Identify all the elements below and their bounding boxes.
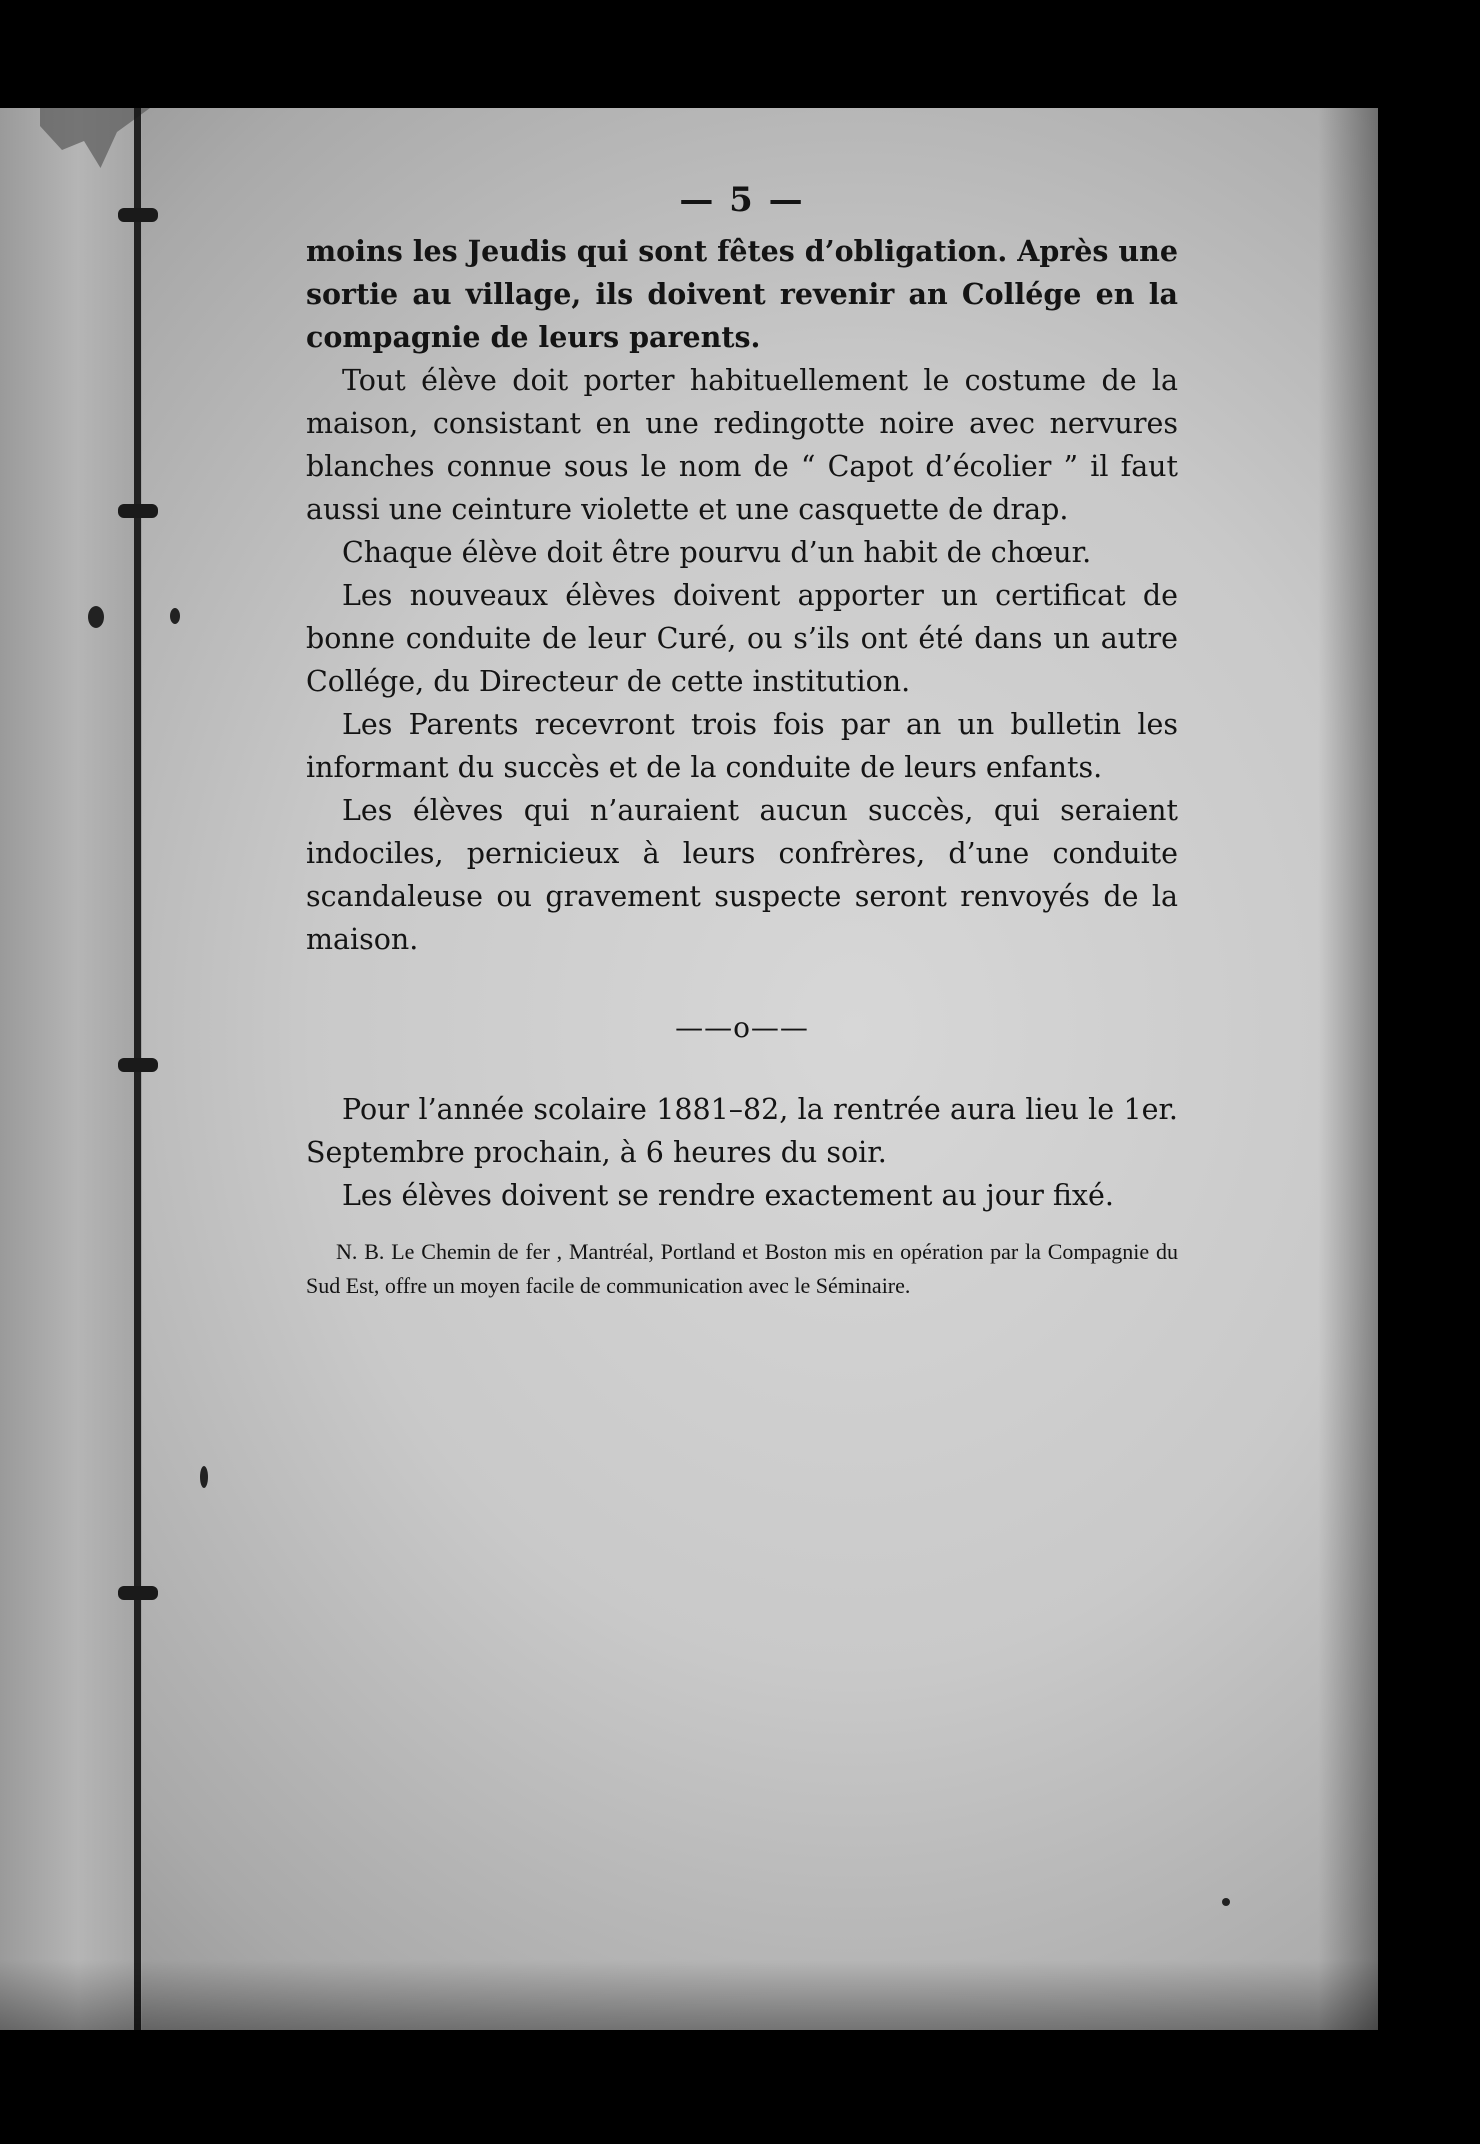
paragraph-certificat: Les nouveaux élèves doivent apporter un certificat de bonne conduite de leur Curé, ou s’ils ont été dans un autre Collége, du Directeur de cette institution. (306, 579, 1178, 698)
binding-stitch (118, 504, 158, 518)
paragraph-costume: Tout élève doit porter habituellement le costume de la maison, consistant en une redingotte noire avec nervures blanches connue sous le nom de “ Capot d’écolier ” il faut aussi une ceinture violette et une casquette de drap. (306, 364, 1178, 526)
ink-speck (88, 606, 104, 628)
paragraph-renvoi: Les élèves qui n’auraient aucun succès, qui seraient indociles, pernicieux à leurs confrères, d’une conduite scandaleuse ou gravement suspecte seront renvoyés de la maison. (306, 794, 1178, 956)
paragraph-exactitude: Les élèves doivent se rendre exactement au jour fixé. (342, 1179, 1114, 1212)
paragraph-bulletin: Les Parents recevront trois fois par an un bulletin les informant du succès et de la conduite de leurs enfants. (306, 708, 1178, 784)
right-edge-shadow (1318, 108, 1378, 2030)
binding-stitch (118, 208, 158, 222)
ink-speck (200, 1466, 208, 1488)
paragraph-rentree: Pour l’année scolaire 1881–82, la rentrée aura lieu le 1er. Septembre prochain, à 6 heures du soir. (306, 1093, 1178, 1169)
binding-stitch (118, 1586, 158, 1600)
page-text (306, 180, 1178, 1303)
paragraph-habit-choeur: Chaque élève doit être pourvu d’un habit de chœur. (342, 536, 1092, 569)
bottom-edge-shadow (0, 1960, 1378, 2030)
ink-speck (170, 608, 180, 624)
paper-sheet (0, 108, 1378, 2030)
binding-stitch (118, 1058, 158, 1072)
section-separator: ——o—— (675, 1011, 809, 1044)
ink-speck (1222, 1898, 1230, 1906)
page-number: — 5 — (679, 180, 805, 220)
footnote-nb: N. B. Le Chemin de fer , Mantréal, Portland et Boston mis en opération par la Compagnie du Sud Est, offre un moyen facile de communication avec le Séminaire. (306, 1239, 1178, 1298)
paragraph-sorties: moins les Jeudis qui sont fêtes d’obligation. Après une sortie au village, ils doivent revenir an Collége en la compagnie de leurs parents. (306, 234, 1178, 354)
